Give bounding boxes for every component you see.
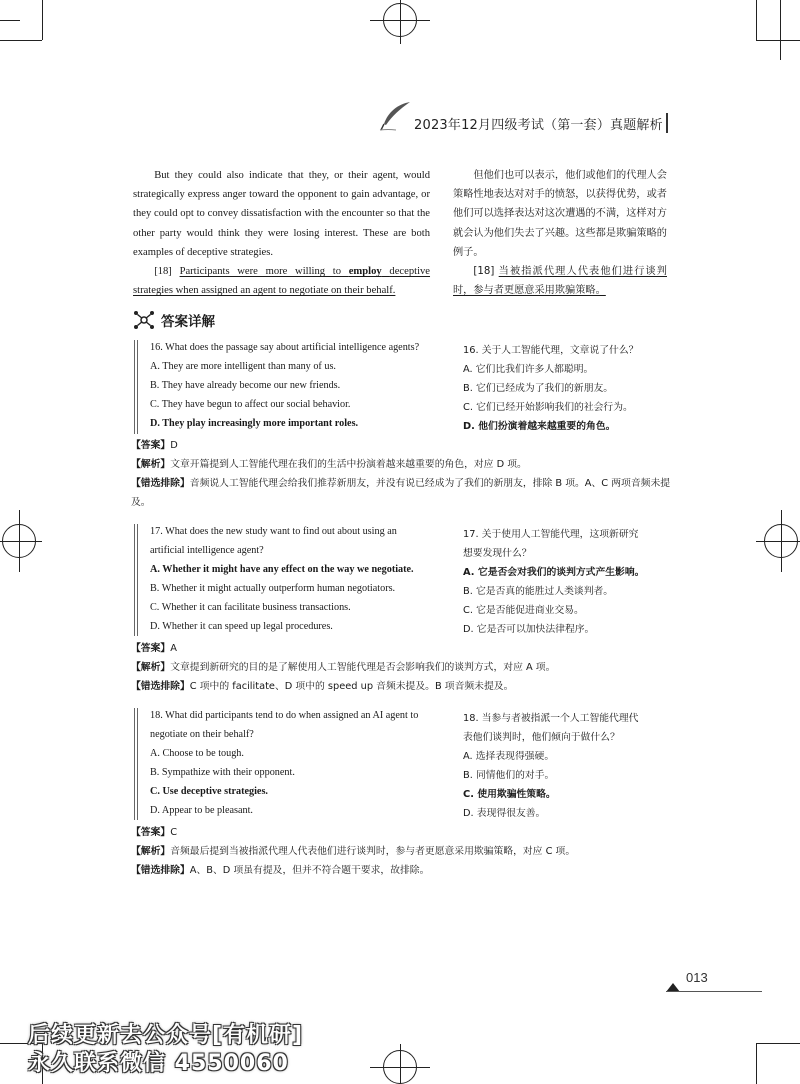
registration-crosshair [756, 541, 800, 542]
section-title: 答案详解 [161, 314, 215, 330]
analysis-line: 【解析】文章开篇提到人工智能代理在我们的生活中扮演着越来越重要的角色，对应 D 项。 [131, 459, 527, 470]
registration-crosshair [19, 510, 20, 572]
page-header-title: 2023年12月四级考试（第一套）真题解析 [414, 118, 663, 133]
molecule-icon [133, 310, 155, 330]
question-en: 18. What did participants tend to do when assigned an AI agent to [150, 710, 419, 721]
crop-mark [756, 1043, 800, 1044]
option-zh-correct: D. 他们扮演着越来越重要的角色。 [463, 421, 616, 432]
question-marker-bar [134, 340, 138, 434]
crop-mark [756, 40, 800, 41]
reference-marker: [18] [473, 266, 495, 277]
footer-rule [666, 991, 762, 992]
question-zh: 18. 当参与者被指派一个人工智能代理代 [463, 713, 639, 724]
option-zh: C. 它们已经开始影响我们的社会行为。 [463, 402, 633, 413]
option-zh-correct: A. 它是否会对我们的谈判方式产生影响。 [463, 567, 645, 578]
option-en-correct: A. Whether it might have any effect on the way we negotiate. [150, 564, 414, 575]
option-en: A. They are more intelligent than many of us. [150, 361, 336, 372]
crop-mark [780, 0, 781, 60]
passage-en-paragraph-1 [133, 166, 430, 262]
crop-mark [0, 40, 42, 41]
option-en: B. They have already become our new friends. [150, 380, 341, 391]
analysis-line: 【解析】音频最后提到当被指派代理人代表他们进行谈判时，参与者更愿意采用欺骗策略，对应 C 项。 [131, 846, 576, 857]
crop-mark [42, 0, 43, 40]
registration-crosshair [400, 1044, 401, 1084]
option-zh: C. 它是否能促进商业交易。 [463, 605, 584, 616]
passage-zh-paragraph-1 [453, 166, 667, 262]
question-marker-bar [134, 524, 138, 636]
analysis-line: 【解析】文章提到新研究的目的是了解使用人工智能代理是否会影响我们的谈判方式，对应 A 项。 [131, 662, 556, 673]
registration-crosshair [781, 510, 782, 572]
option-en: D. Appear to be pleasant. [150, 805, 253, 816]
option-en-correct: C. Use deceptive strategies. [150, 786, 268, 797]
option-en: D. Whether it can speed up legal procedures. [150, 621, 333, 632]
question-zh: 表他们谈判时，他们倾向于做什么？ [463, 732, 620, 743]
option-zh: B. 同情他们的对手。 [463, 770, 555, 781]
option-zh: A. 选择表现得强硬。 [463, 751, 555, 762]
section-heading [133, 310, 215, 330]
option-zh-correct: C. 使用欺骗性策略。 [463, 789, 556, 800]
question-zh: 想要发现什么？ [463, 548, 532, 559]
option-zh: B. 它们已经成为了我们的新朋友。 [463, 383, 614, 394]
question-marker-bar [134, 708, 138, 820]
option-zh: D. 它是否可以加快法律程序。 [463, 624, 595, 635]
option-en: B. Whether it might actually outperform human negotiators. [150, 583, 396, 594]
elimination-line: 【错选排除】音频说人工智能代理会给我们推荐新朋友，并没有说已经成为了我们的新朋友，排除 B 项。A、C 两项音频未提及。 [131, 478, 671, 508]
key-sentence: Participants were more willing to employ deceptive strategies when assigned an agent to negotiate on their behalf. [133, 266, 431, 297]
passage-en-paragraph-2 [133, 262, 430, 300]
option-en-correct: D. They play increasingly more important roles. [150, 418, 359, 429]
question-en: 17. What does the new study want to find out about using an [150, 526, 397, 537]
crop-mark [0, 20, 20, 21]
watermark-line-2: 永久联系微信 4550060 [28, 1051, 289, 1076]
question-zh: 17. 关于使用人工智能代理，这项新研究 [463, 529, 639, 540]
registration-crosshair [400, 0, 401, 44]
watermark-line-1: 后续更新去公众号[有机研] [28, 1023, 304, 1048]
answer-line: 【答案】D [131, 440, 178, 451]
option-en: C. They have begun to affect our social behavior. [150, 399, 351, 410]
header-divider [666, 113, 668, 133]
answer-line: 【答案】C [131, 827, 178, 838]
passage-zh-paragraph-2 [453, 262, 667, 300]
key-sentence: 当被指派代理人代表他们进行谈判时，参与者更愿意采用欺骗策略。 [453, 266, 667, 297]
crop-mark [756, 1043, 757, 1084]
question-en: 16. What does the passage say about artificial intelligence agents? [150, 342, 420, 353]
option-en: A. Choose to be tough. [150, 748, 244, 759]
passage-zh-text: 但他们也可以表示，他们或他们的代理人会策略性地表达对对手的愤怒，以获得优势，或者他们可以选择表达对这次遭遇的不满，这样对方就会认为他们失去了兴趣。这些都是欺骗策略的例子。 [453, 170, 667, 258]
reference-marker: [18] [154, 266, 172, 277]
page-number: 013 [686, 970, 708, 985]
option-zh: A. 它们比我们许多人都聪明。 [463, 364, 594, 375]
option-zh: B. 它是否真的能胜过人类谈判者。 [463, 586, 614, 597]
elimination-line: 【错选排除】C 项中的 facilitate、D 项中的 speed up 音频未提及。B 项音频未提及。 [131, 681, 514, 692]
question-en: artificial intelligence agent? [150, 545, 264, 556]
question-en: negotiate on their behalf? [150, 729, 254, 740]
answer-line: 【答案】A [131, 643, 177, 654]
passage-en-text: But they could also indicate that they, or their agent, would strategically express anger toward the opponent to gain advantage, or they could opt to convey dissatisfaction with the encounter so that the other party would think they were losing interest. These are both examples of deceptive strategies. [133, 170, 430, 258]
crop-mark [756, 0, 757, 40]
elimination-line: 【错选排除】A、B、D 项虽有提及，但并不符合题干要求，故排除。 [131, 865, 430, 876]
quill-icon [378, 100, 412, 132]
option-en: B. Sympathize with their opponent. [150, 767, 295, 778]
question-zh: 16. 关于人工智能代理，文章说了什么？ [463, 345, 639, 356]
option-zh: D. 表现得很友善。 [463, 808, 546, 819]
registration-crosshair [0, 541, 42, 542]
option-en: C. Whether it can facilitate business transactions. [150, 602, 351, 613]
